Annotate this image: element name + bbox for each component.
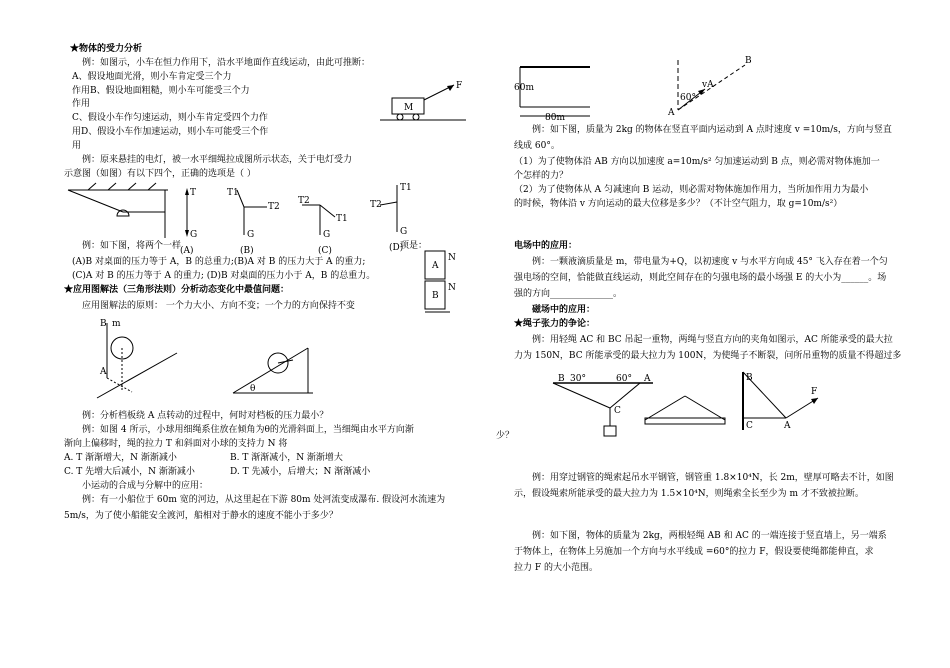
block-label-b: B [432, 291, 439, 301]
force-t-label: T [190, 188, 197, 198]
force-diagram-b [222, 185, 282, 255]
example-board: 例：分析档板绕 A 点转动的过程中，何时对档板的压力最小？ [82, 411, 329, 421]
force-t1-label: T1 [336, 214, 348, 224]
cart-label: M [404, 103, 414, 113]
example-rope-1: 例：用轻绳 AC 和 BC 吊起一重物，两绳与竖直方向的夹角如图示，AC 所能承受的最大拉 [532, 335, 893, 345]
option-label-c: (C) [318, 246, 332, 256]
example-lamp-question: 示意图（如图）有以下四个，正确的选项是（ ） [64, 169, 256, 179]
example-boat-b: 5m/s，为了使小船能安全渡河，船相对于静水的速度不能小于多少？ [64, 511, 338, 521]
example-electric: 例：一颗液滴质量是 m，带电量为+Q，以初速度 v 与水平方向成 45° 飞入存在着一个匀 [532, 257, 888, 267]
example-ball-b: 渐向上偏移时，绳的拉力 T 和斜面对小球的支持力 N 将 [64, 439, 288, 449]
example-rope-3: 例：如下图，物体的质量为 2kg，两根轻绳 AB 和 AC 的一端连接于竖直墙上，另一端系 [532, 531, 887, 541]
force-t2-label: T2 [298, 196, 310, 206]
velocity-figure [660, 55, 760, 120]
ball-option-d: D. T 先减小，后增大；N 渐渐减小 [230, 467, 371, 477]
block-label-n2: N [448, 283, 456, 293]
ball-option-b: B. T 渐渐减小，N 渐渐增大 [230, 453, 343, 463]
section-title-force-analysis: ★物体的受力分析 [70, 44, 143, 54]
example-rope-3c: 拉力 F 的大小范围。 [514, 563, 598, 573]
force-t1-label: T1 [400, 183, 412, 193]
angle-30-label: 30° [570, 374, 586, 384]
force-g-label: G [400, 227, 408, 237]
point-a-label: A [668, 108, 675, 118]
block-label-n1: N [448, 253, 456, 263]
example-rope-2: 例：用穿过钢管的绳索起吊水平钢管，钢管重 1.8×10⁴N，长 2m，壁厚可略去不计，如图 [532, 473, 894, 483]
blocks-options-cd: (C)A 对 B 的压力等于 A 的重力; (D)B 对桌面的压力小于 A，B 的总重力。 [72, 271, 376, 281]
board-label-a: A [100, 367, 107, 377]
force-g-label: G [190, 230, 198, 240]
lamp-figure [68, 180, 173, 240]
example-rope-1c: 少？ [496, 431, 515, 441]
example-velocity-b: 线成 60°。 [514, 141, 560, 151]
angle-60-label: 60° [680, 93, 696, 103]
ball-option-a: A. T 渐渐增大，N 渐渐减小 [64, 453, 177, 463]
example-rope-2b: 示，假设绳索所能承受的最大拉力为 1.5×10⁴N，则绳索全长至少为 m 才不致被拉断。 [514, 489, 864, 499]
option-b-end: 作用 [72, 99, 91, 109]
example-electric-c: 强的方向______________。 [514, 289, 623, 299]
point-c-label: C [746, 421, 753, 431]
ball-option-c: C. T 先增大后减小，N 渐渐减小 [64, 467, 195, 477]
option-label-a: (A) [180, 246, 194, 256]
section-title-magnetic: 磁场中的应用： [532, 305, 596, 315]
velocity-label: vA [702, 80, 714, 90]
velocity-q2: （2）为了使物体从 A 匀减速向 B 运动，则必需对物体施加作用力，当所加作用力为最小 [514, 185, 869, 195]
pipe-figure [640, 388, 730, 428]
force-t2-label: T2 [370, 200, 382, 210]
velocity-q1: （1）为了使物体沿 AB 方向以加速度 a=10m/s² 匀加速运动到 B 点，则必需对物体施加一 [514, 157, 880, 167]
option-c: C、假设小车作匀速运动，则小车肯定受四个力作 [72, 113, 268, 123]
example-velocity: 例：如下图，质量为 2kg 的物体在竖直平面内运动到 A 点时速度 v =10m/s，方向与竖直 [532, 125, 892, 135]
example-lamp: 例：原来悬挂的电灯，被一水平细绳拉成图所示状态，关于电灯受力 [82, 155, 353, 165]
angle-60-label: 60° [616, 374, 632, 384]
force-t2-label: T2 [268, 202, 280, 212]
point-a-label: A [644, 374, 651, 384]
example-rope-1b: 力为 150N，BC 所能承受的最大拉力为 100N，为使绳子不断裂，问所吊重物的质量不得超过多 [514, 351, 902, 361]
theta-label: θ [250, 384, 256, 394]
example-rope-3b: 于物体上，在物体上另施加一个方向与水平线成 =60°的拉力 F，假设要使绳都能伸直，求 [514, 547, 874, 557]
option-label-d: (D) [389, 243, 404, 253]
option-a-b: 作用B、假设地面粗糙，则小车可能受三个力 [72, 86, 250, 96]
point-b-label: B [745, 56, 752, 66]
force-g-label: G [323, 230, 331, 240]
slope-ball-figure [228, 338, 318, 398]
force-f-label: F [456, 81, 463, 91]
option-label-b: (B) [240, 246, 254, 256]
blocks-options-ab: (A)B 对桌面的压力等于 A，B 的总重力;(B)A 对 B 的压力大于 A 的重力; [72, 257, 366, 267]
example-cart: 例：如图示，小车在恒力作用下，沿水平地面作直线运动，由此可推断： [82, 58, 371, 68]
river-width-label: 60m [514, 83, 534, 93]
wall-figure [738, 372, 828, 432]
blocks-figure [420, 248, 460, 316]
point-b-label: B [558, 374, 565, 384]
velocity-q1-b: 个怎样的力？ [514, 171, 569, 181]
example-electric-b: 强电场的空间，恰能做直线运动，则此空间存在的匀强电场的最小场强 E 的大小为______。场 [514, 273, 887, 283]
graphical-principle: 应用图解法的原则： 一个力大小、方向不变；一个力的方向保持不变 [82, 301, 355, 311]
section-title-boat: 小运动的合成与分解中的应用： [82, 481, 209, 491]
mass-label: m [112, 319, 121, 329]
force-f-label: F [811, 387, 818, 397]
section-title-rope: ★绳子张力的争论： [514, 319, 596, 329]
force-diagram-c [290, 185, 350, 255]
example-boat: 例：有一小船位于 60m 宽的河边，从这里起在下游 80m 处河流变成瀑布. 假设河水流速为 [82, 495, 446, 505]
river-figure [510, 62, 595, 124]
point-c-label: C [614, 406, 621, 416]
point-b-label: B [746, 373, 753, 383]
section-title-electric: 电场中的应用： [514, 241, 578, 251]
section-title-graphical-method: ★应用图解法（三角形法则）分析动态变化中最值问题： [64, 285, 290, 295]
example-ball: 例：如图 4 所示，小球用细绳系住放在倾角为θ的光滑斜面上，当细绳由水平方向渐 [82, 425, 414, 435]
point-a-label: A [784, 421, 791, 431]
cart-figure [380, 80, 470, 125]
option-d-end: 用 [72, 141, 82, 151]
example-blocks: 例：如下图，将两个一样 [82, 241, 182, 251]
velocity-q2-b: 的时候，物体沿 v 方向运动的最大位移是多少？（不计空气阻力，取 g=10m/s²） [514, 199, 843, 209]
force-g-label: G [247, 230, 255, 240]
river-length-label: 80m [545, 113, 565, 123]
board-figure [92, 318, 182, 403]
force-t1-label: T1 [227, 188, 239, 198]
block-label-a: A [432, 261, 439, 271]
board-label-b: B [100, 319, 107, 329]
example-blocks-end: 项是： [400, 241, 428, 251]
option-c-d: 用D、假设小车作加速运动，则小车可能受三个作 [72, 127, 269, 137]
option-a: A、假设地面光滑，则小车肯定受三个力 [72, 72, 232, 82]
